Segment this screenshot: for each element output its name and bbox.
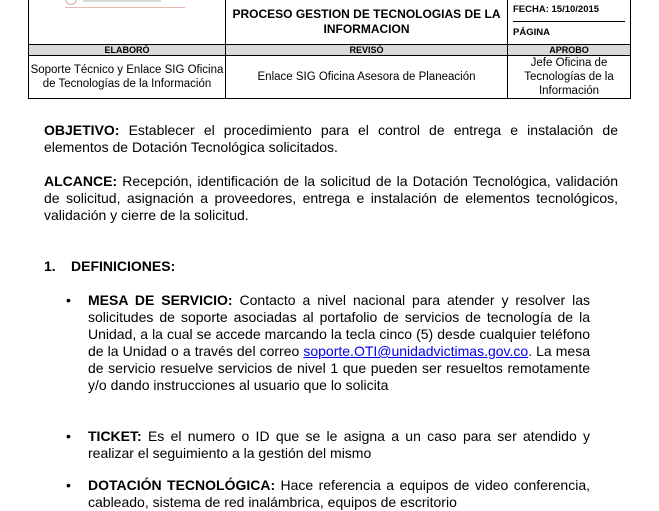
- section-number: 1.: [44, 258, 56, 274]
- definition-mesa-de-servicio: [88, 292, 590, 394]
- pagina-label: PÁGINA: [513, 21, 625, 44]
- responsibility-header-row: [29, 45, 631, 56]
- objetivo-paragraph: [44, 122, 618, 156]
- definition-text: Es el numero o ID que se le asigna a un caso para ser atendido y realizar el seguimiento a la gestión del mismo: [88, 428, 590, 461]
- responsibility-value-row: [29, 56, 631, 99]
- organization-logo: [65, 0, 185, 8]
- definition-term: MESA DE SERVICIO:: [88, 292, 233, 308]
- aprobo-heading: APROBO: [508, 45, 631, 56]
- logo-cell: [29, 0, 226, 45]
- bullet-icon: •: [66, 477, 71, 493]
- elaboro-heading: ELABORÓ: [29, 45, 226, 56]
- alcance-paragraph: [44, 173, 618, 224]
- definition-term: TICKET:: [88, 428, 142, 444]
- alcance-text: Recepción, identificación de la solicitud de la Dotación Tecnológica, validación de solicitud, asignación a proveedores, entrega e instalación de elementos tecnológicos, validación y cierre de la solicitud.: [44, 173, 619, 223]
- aprobo-value: Jefe Oficina de Tecnologías de la Información: [508, 56, 631, 99]
- bullet-icon: •: [66, 292, 71, 308]
- definition-ticket: [88, 428, 590, 462]
- definition-text: Hace referencia a equipos de video conferencia, cableado, sistema de red inalámbrica, equipos de escritorio: [88, 477, 590, 510]
- objetivo-label: OBJETIVO:: [44, 122, 120, 138]
- alcance-label: ALCANCE:: [44, 173, 118, 189]
- definition-term: DOTACIÓN TECNOLÓGICA:: [88, 477, 276, 493]
- objetivo-text: Establecer el procedimiento para el control de entrega e instalación de elementos de Dotación Tecnológica solicitados.: [44, 122, 619, 155]
- reviso-heading: REVISÓ: [226, 45, 508, 56]
- support-email-link[interactable]: soporte.OTI@unidadvictimas.gov.co: [303, 343, 529, 359]
- document-header-table: [28, 0, 631, 99]
- definition-text-continued: . La mesa de servicio resuelve servicios de nivel 1 que pueden ser resueltos remotamente y/o dando instrucciones al usuario que lo solicita: [88, 343, 590, 393]
- reviso-value: Enlace SIG Oficina Asesora de Planeación: [226, 56, 508, 99]
- definition-text: Contacto a nivel nacional para atender y resolver las solicitudes de soporte asociadas al portafolio de servicios de tecnología de la Unidad, a la cual se accede marcando la tecla cinco (5) desde cualquier teléfono de la Unidad o a través del correo: [88, 292, 591, 359]
- elaboro-value: Soporte Técnico y Enlace SIG Oficina de Tecnologías de la Información: [29, 56, 226, 99]
- document-title: PROCESO GESTION DE TECNOLOGIAS DE LA INFORMACION: [226, 0, 508, 45]
- document-meta: [508, 0, 631, 45]
- section-title: DEFINICIONES:: [71, 258, 176, 274]
- section-heading: [44, 258, 175, 275]
- fecha-label: FECHA: 15/10/2015: [513, 4, 600, 15]
- bullet-icon: •: [66, 428, 71, 444]
- definition-dotacion-tecnologica: [88, 477, 590, 511]
